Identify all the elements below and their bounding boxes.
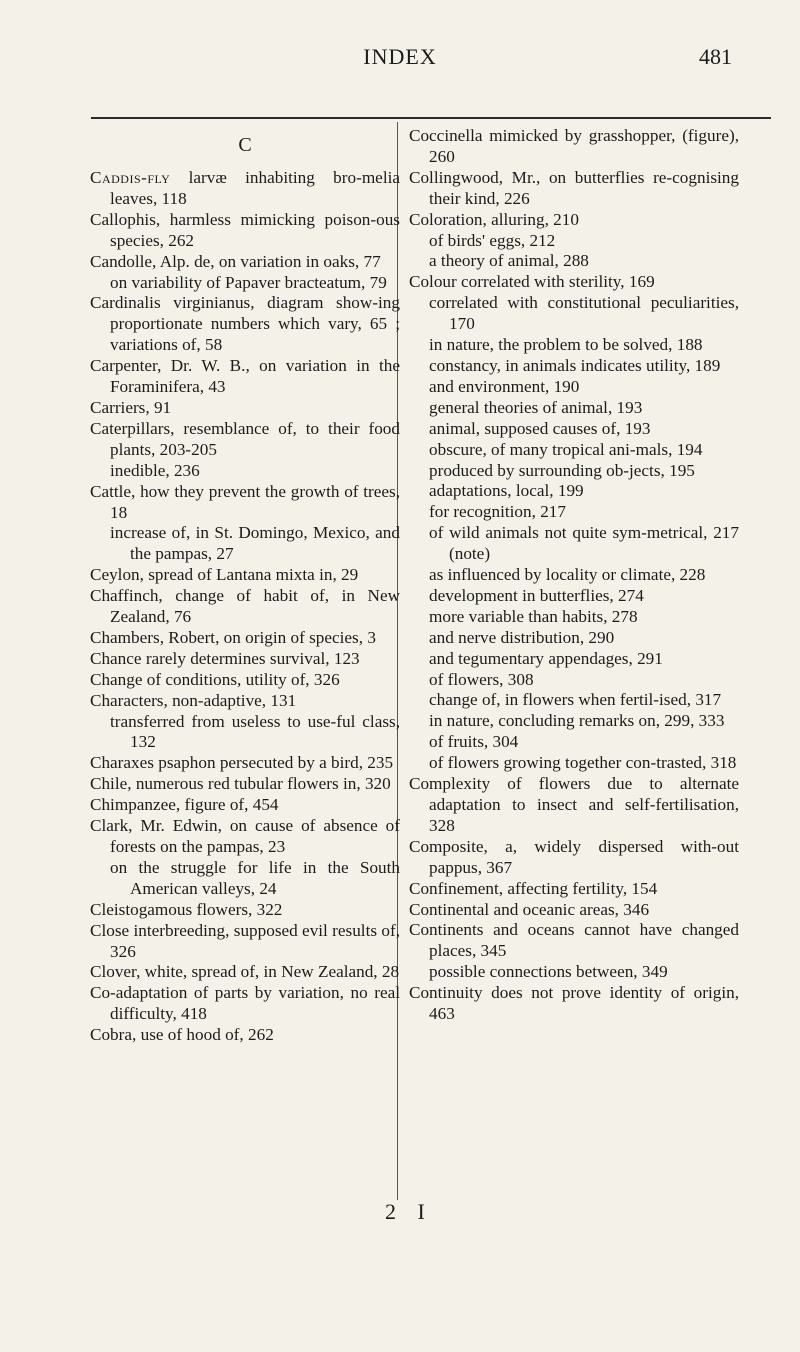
entry-text: produced by surrounding ob-jects, 195: [429, 460, 695, 480]
entry-text: change of, in flowers when fertil-ised, 317: [429, 690, 722, 710]
entry-text: Co-adaptation of parts by variation, no real difficulty, 418: [90, 983, 400, 1024]
entry-text: development in butterflies, 274: [429, 585, 644, 605]
index-entry: [90, 356, 400, 398]
index-entry: [90, 523, 400, 565]
index-entry: [409, 335, 739, 356]
entry-text: inedible, 236: [110, 460, 200, 480]
entry-text: of flowers growing together con-trasted, 318: [429, 753, 737, 773]
index-entry: [90, 293, 400, 356]
index-entry: [90, 816, 400, 858]
index-entry: [409, 607, 739, 628]
entry-text: Chambers, Robert, on origin of species, 3: [90, 627, 376, 647]
entry-text: constancy, in animals indicates utility, 189: [429, 355, 721, 375]
entry-text: adaptations, local, 199: [429, 481, 584, 501]
entry-text: Close interbreeding, supposed evil results of, 326: [90, 920, 400, 961]
entry-text: Coccinella mimicked by grasshopper, (figure), 260: [409, 126, 739, 166]
entry-text: more variable than habits, 278: [429, 606, 638, 626]
entry-text: obscure, of many tropical ani-mals, 194: [429, 439, 703, 459]
index-entry: [409, 690, 739, 711]
entry-text: possible connections between, 349: [429, 962, 668, 982]
entry-text: correlated with constitutional peculiarities, 170: [429, 293, 739, 334]
index-entry: [409, 419, 739, 440]
entry-text: of fruits, 304: [429, 732, 519, 752]
index-entry: [90, 1025, 400, 1046]
left-entries: [90, 168, 400, 1046]
entry-text: Cardinalis virginianus, diagram show-ing proportionate numbers which vary, 65 ; variations of, 58: [90, 293, 400, 355]
entry-text: and environment, 190: [429, 376, 580, 396]
index-entry: [90, 210, 400, 252]
index-entry: [90, 398, 400, 419]
entry-text: Chile, numerous red tubular flowers in, 320: [90, 774, 391, 794]
index-entry: [409, 732, 739, 753]
entry-text: Cleistogamous flowers, 322: [90, 899, 283, 919]
index-entry: [409, 398, 739, 419]
index-entry: [90, 565, 400, 586]
index-entry: [90, 649, 400, 670]
entry-text: increase of, in St. Domingo, Mexico, and the pampas, 27: [110, 523, 400, 564]
index-entry: [90, 419, 400, 461]
entry-text: in nature, the problem to be solved, 188: [429, 335, 703, 355]
index-entry: [90, 482, 400, 524]
index-entry: [409, 481, 739, 502]
entry-text: a theory of animal, 288: [429, 251, 589, 271]
entry-text: Continents and oceans cannot have changed places, 345: [409, 920, 739, 961]
index-entry: [409, 879, 739, 900]
index-entry: [409, 711, 739, 732]
entry-text: Ceylon, spread of Lantana mixta in, 29: [90, 565, 359, 585]
index-entry: [409, 210, 739, 231]
index-entry: [90, 921, 400, 963]
signature-mark: 2 I: [385, 1199, 433, 1224]
index-entry: [409, 293, 739, 335]
entry-text: Continental and oceanic areas, 346: [409, 899, 650, 919]
section-letter: C: [238, 134, 252, 156]
index-entry: [90, 691, 400, 712]
entry-text: of wild animals not quite sym-metrical, 217 (note): [429, 523, 739, 564]
index-entry: [90, 273, 400, 294]
entry-text: and tegumentary appendages, 291: [429, 648, 663, 668]
index-entry: [409, 586, 739, 607]
index-entry: [90, 900, 400, 921]
entry-text: Continuity does not prove identity of origin, 463: [409, 983, 739, 1024]
index-entry: [90, 252, 400, 273]
index-entry: [409, 502, 739, 523]
index-entry: [409, 523, 739, 565]
entry-lead-word: Caddis-fly: [90, 168, 171, 187]
entry-text: Colour correlated with sterility, 169: [409, 272, 655, 292]
entry-text: Change of conditions, utility of, 326: [90, 669, 340, 689]
page-number: 481: [699, 44, 732, 69]
index-entry: [90, 670, 400, 691]
index-entry: [90, 461, 400, 482]
page-title: INDEX: [363, 44, 437, 69]
index-entry: [90, 586, 400, 628]
left-column: [90, 126, 400, 1046]
index-entry: [90, 858, 400, 900]
page-header: [0, 44, 800, 84]
index-entry: [90, 795, 400, 816]
entry-text: for recognition, 217: [429, 502, 566, 522]
right-entries: [409, 126, 739, 1025]
index-entry: [90, 753, 400, 774]
entry-text: Composite, a, widely dispersed with-out pappus, 367: [409, 836, 739, 877]
index-entry: [90, 712, 400, 754]
entry-text: as influenced by locality or climate, 228: [429, 565, 706, 585]
entry-text: Carriers, 91: [90, 397, 172, 417]
entry-text: Cattle, how they prevent the growth of trees, 18: [90, 481, 400, 522]
entry-text: transferred from useless to use-ful class, 132: [110, 711, 400, 752]
index-entry: [409, 251, 739, 272]
entry-text: Coloration, alluring, 210: [409, 209, 579, 229]
index-entry: [90, 962, 400, 983]
index-entry: [409, 983, 739, 1025]
index-entry: [409, 126, 739, 168]
entry-text: Clark, Mr. Edwin, on cause of absence of forests on the pampas, 23: [90, 816, 400, 856]
entry-text: and nerve distribution, 290: [429, 627, 615, 647]
right-column: [409, 126, 739, 1025]
index-entry: [409, 774, 739, 837]
entry-text: Clover, white, spread of, in New Zealand, 28: [90, 962, 400, 982]
entry-text: in nature, concluding remarks on, 299, 333: [429, 711, 725, 731]
entry-text: Characters, non-adaptive, 131: [90, 690, 297, 710]
index-entry: [409, 900, 739, 921]
index-entry: [409, 168, 739, 210]
index-entry: [90, 774, 400, 795]
entry-text: Chimpanzee, figure of, 454: [90, 795, 279, 815]
entry-text: Complexity of flowers due to alternate adaptation to insect and self-fertilisation, 328: [409, 774, 739, 835]
entry-text: Chance rarely determines survival, 123: [90, 648, 360, 668]
index-entry: [90, 168, 400, 210]
index-entry: [409, 461, 739, 482]
entry-text: Chaffinch, change of habit of, in New Zealand, 76: [90, 586, 400, 627]
entry-text: Cobra, use of hood of, 262: [90, 1025, 274, 1045]
entry-text: on the struggle for life in the South American valleys, 24: [110, 857, 400, 898]
index-entry: [409, 628, 739, 649]
entry-text: Carpenter, Dr. W. B., on variation in the Foraminifera, 43: [90, 356, 400, 397]
index-entry: [409, 356, 739, 377]
entry-text: general theories of animal, 193: [429, 397, 643, 417]
entry-text: Callophis, harmless mimicking poison-ous species, 262: [90, 209, 400, 250]
entry-text: Charaxes psaphon persecuted by a bird, 235: [90, 753, 394, 773]
index-entry: [409, 920, 739, 962]
index-entry: [409, 753, 739, 774]
entry-text: animal, supposed causes of, 193: [429, 418, 651, 438]
index-entry: [409, 670, 739, 691]
entry-text: of birds' eggs, 212: [429, 230, 556, 250]
entry-text: larvæ inhabiting bro-melia leaves, 118: [110, 168, 400, 208]
index-entry: [409, 962, 739, 983]
index-entry: [90, 628, 400, 649]
index-entry: [90, 983, 400, 1025]
index-entry: [409, 565, 739, 586]
index-entry: [409, 272, 739, 293]
index-entry: [409, 837, 739, 879]
header-rule: [91, 117, 771, 119]
index-entry: [409, 231, 739, 252]
index-entry: [409, 440, 739, 461]
index-entry: [409, 377, 739, 398]
index-entry: [409, 649, 739, 670]
entry-text: Confinement, affecting fertility, 154: [409, 878, 658, 898]
entry-text: Caterpillars, resemblance of, to their food plants, 203-205: [90, 418, 400, 459]
entry-text: of flowers, 308: [429, 669, 534, 689]
entry-text: on variability of Papaver bracteatum, 79: [110, 272, 387, 292]
entry-text: Candolle, Alp. de, on variation in oaks, 77: [90, 251, 381, 271]
entry-text: Collingwood, Mr., on butterflies re-cognising their kind, 226: [409, 167, 739, 208]
